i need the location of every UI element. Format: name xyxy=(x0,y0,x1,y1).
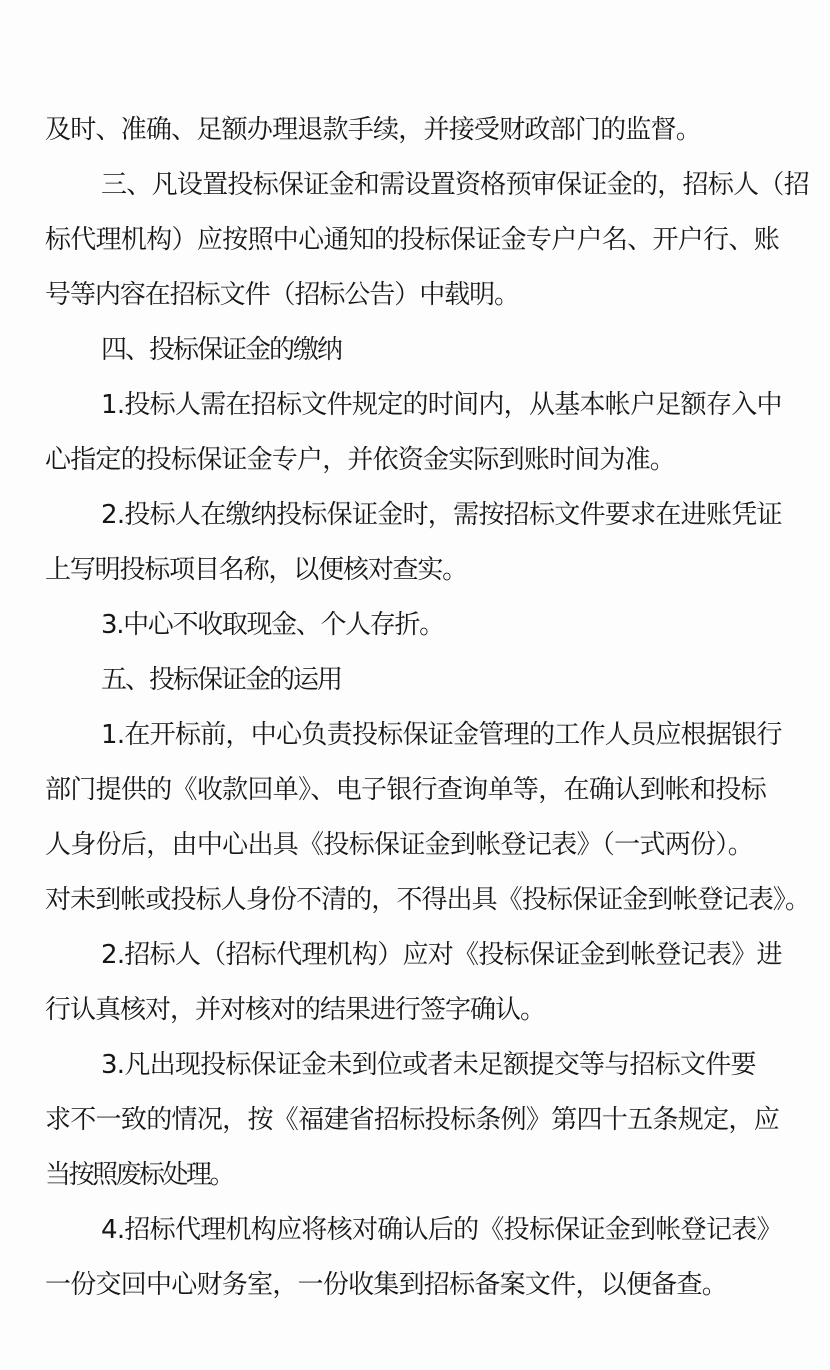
text-line xyxy=(0,322,830,378)
text-line xyxy=(0,1092,830,1148)
text-line xyxy=(0,762,830,818)
line-text: 2.招标人（招标代理机构）应对《投标保证金到帐登记表》进 xyxy=(101,940,782,970)
line-text: 心指定的投标保证金专户，并依资金实际到账时间为准。 xyxy=(45,445,676,475)
line-text: 对未到帐或投标人身份不清的，不得出具《投标保证金到帐登记表》。 xyxy=(45,885,811,915)
text-line xyxy=(0,982,830,1038)
text-line xyxy=(0,1147,830,1203)
line-text: 行认真核对，并对核对的结果进行签字确认。 xyxy=(45,995,546,1025)
text-line xyxy=(0,157,830,213)
line-text: 2.投标人在缴纳投标保证金时，需按招标文件要求在进账凭证 xyxy=(101,500,782,530)
text-line xyxy=(0,1257,830,1313)
text-line xyxy=(0,487,830,543)
line-text: 四、投标保证金的缴纳 xyxy=(101,335,342,365)
text-line xyxy=(0,267,830,323)
line-text: 及时、准确、足额办理退款手续，并接受财政部门的监督。 xyxy=(45,115,702,145)
line-text: 号等内容在招标文件（招标公告）中载明。 xyxy=(45,280,520,310)
text-line xyxy=(0,597,830,653)
text-line xyxy=(0,927,830,983)
text-line xyxy=(0,102,830,158)
line-text: 当按照废标处理。 xyxy=(45,1160,234,1190)
line-text: 五、投标保证金的运用 xyxy=(101,665,342,695)
line-text: 4.招标代理机构应将核对确认后的《投标保证金到帐登记表》 xyxy=(101,1215,782,1245)
text-line xyxy=(0,817,830,873)
text-line xyxy=(0,872,830,928)
line-text: 标代理机构）应按照中心通知的投标保证金专户户名、开户行、账 xyxy=(45,225,780,255)
line-text: 部门提供的《收款回单》、电子银行查询单等，在确认到帐和投标 xyxy=(45,775,767,805)
text-line xyxy=(0,707,830,763)
line-text: 3.凡出现投标保证金未到位或者未足额提交等与招标文件要 xyxy=(101,1050,756,1080)
line-text: 3.中心不收取现金、个人存折。 xyxy=(101,610,444,640)
line-text: 1.投标人需在招标文件规定的时间内，从基本帐户足额存入中 xyxy=(101,390,782,420)
line-text: 求不一致的情况，按《福建省招标投标条例》第四十五条规定，应 xyxy=(45,1105,780,1135)
line-text: 1.在开标前，中心负责投标保证金管理的工作人员应根据银行 xyxy=(101,720,782,750)
line-text: 三、凡设置投标保证金和需设置资格预审保证金的，招标人（招 xyxy=(101,170,810,200)
line-text: 上写明投标项目名称，以便核对查实。 xyxy=(45,555,468,585)
text-line xyxy=(0,1037,830,1093)
line-text: 一份交回中心财务室，一份收集到招标备案文件，以便备查。 xyxy=(45,1270,728,1300)
text-line xyxy=(0,377,830,433)
line-text: 人身份后，由中心出具《投标保证金到帐登记表》（一式两份）。 xyxy=(45,830,754,860)
text-line xyxy=(0,652,830,708)
text-line xyxy=(0,212,830,268)
text-line xyxy=(0,1202,830,1258)
text-line xyxy=(0,542,830,598)
text-line xyxy=(0,432,830,488)
